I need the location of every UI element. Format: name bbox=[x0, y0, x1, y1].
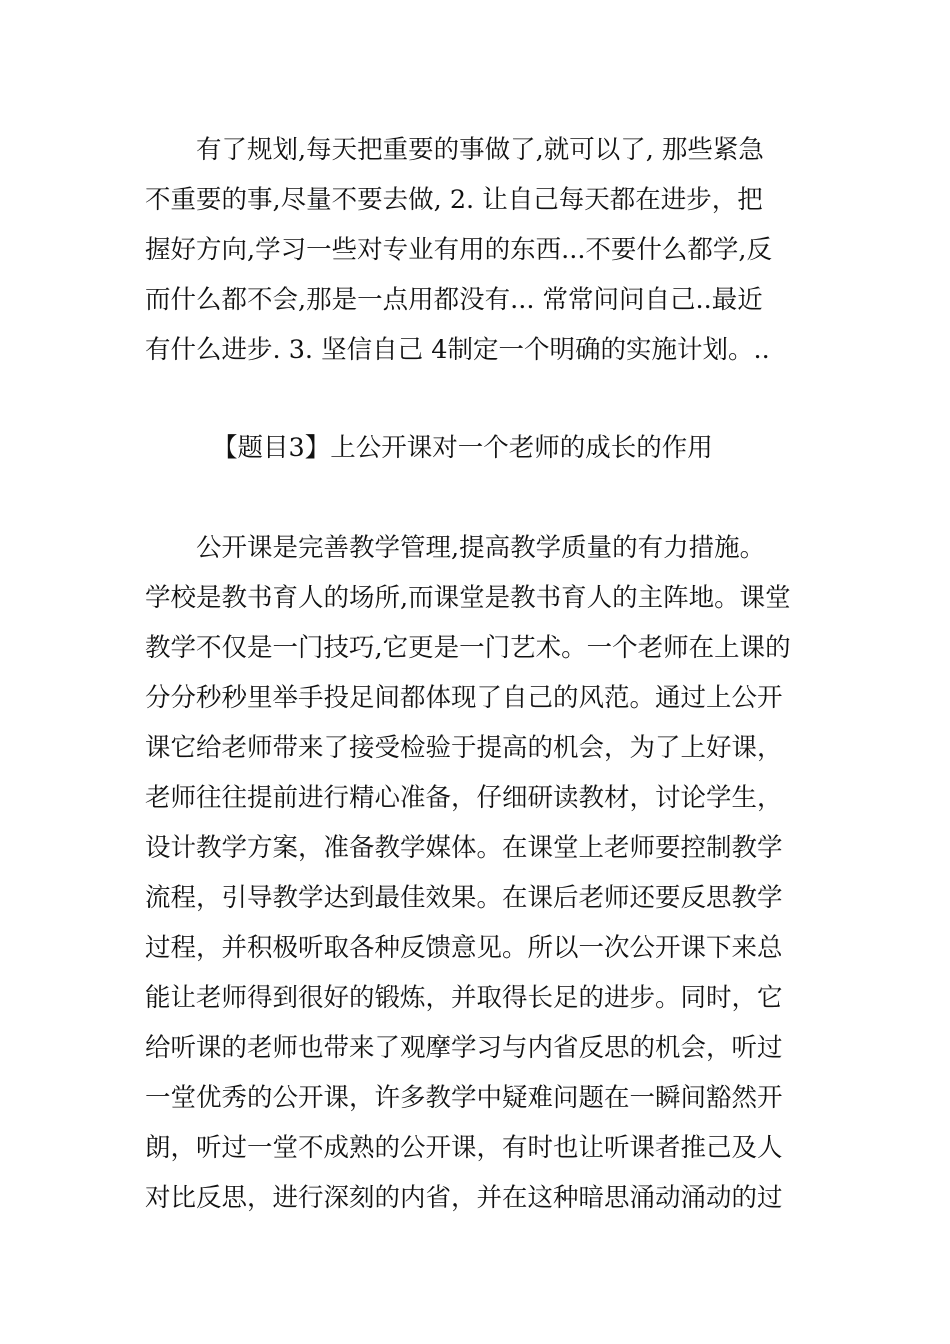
paragraph-line: 设计教学方案，准备教学媒体。在课堂上老师要控制教学 bbox=[145, 833, 783, 863]
paragraph-line: 课它给老师带来了接受检验于提高的机会，为了上好课， bbox=[145, 733, 783, 763]
paragraph-line: 能让老师得到很好的锻炼，并取得长足的进步。同时，它 bbox=[145, 983, 783, 1013]
paragraph-line: 公开课是完善教学管理,提高教学质量的有力措施。 bbox=[145, 533, 766, 563]
paragraph-line: 朗，听过一堂不成熟的公开课，有时也让听课者推己及人 bbox=[145, 1133, 783, 1163]
paragraph-line: 有什么进步. 3. 坚信自己 4制定一个明确的实施计划。.. bbox=[145, 335, 770, 365]
section-heading: 【题目3】上公开课对一个老师的成长的作用 bbox=[212, 433, 713, 463]
paragraph-line: 握好方向,学习一些对专业有用的东西...不要什么都学,反 bbox=[145, 235, 773, 265]
paragraph-line: 给听课的老师也带来了观摩学习与内省反思的机会，听过 bbox=[145, 1033, 783, 1063]
paragraph-line: 不重要的事,尽量不要去做, 2. 让自己每天都在进步，把 bbox=[145, 185, 763, 215]
paragraph-line: 而什么都不会,那是一点用都没有... 常常问问自己..最近 bbox=[145, 285, 763, 315]
paragraph-line: 老师往往提前进行精心准备，仔细研读教材，讨论学生， bbox=[145, 783, 783, 813]
paragraph-line: 对比反思，进行深刻的内省，并在这种暗思涌动涌动的过 bbox=[145, 1183, 783, 1213]
paragraph-line: 分分秒秒里举手投足间都体现了自己的风范。通过上公开 bbox=[145, 683, 783, 713]
paragraph-line: 一堂优秀的公开课，许多教学中疑难问题在一瞬间豁然开 bbox=[145, 1083, 783, 1113]
paragraph-line: 有了规划,每天把重要的事做了,就可以了, 那些紧急 bbox=[145, 135, 764, 165]
paragraph-line: 学校是教书育人的场所,而课堂是教书育人的主阵地。课堂 bbox=[145, 583, 791, 613]
paragraph-line: 流程，引导教学达到最佳效果。在课后老师还要反思教学 bbox=[145, 883, 783, 913]
paragraph-line: 教学不仅是一门技巧,它更是一门艺术。一个老师在上课的 bbox=[145, 633, 791, 663]
paragraph-line: 过程，并积极听取各种反馈意见。所以一次公开课下来总 bbox=[145, 933, 783, 963]
